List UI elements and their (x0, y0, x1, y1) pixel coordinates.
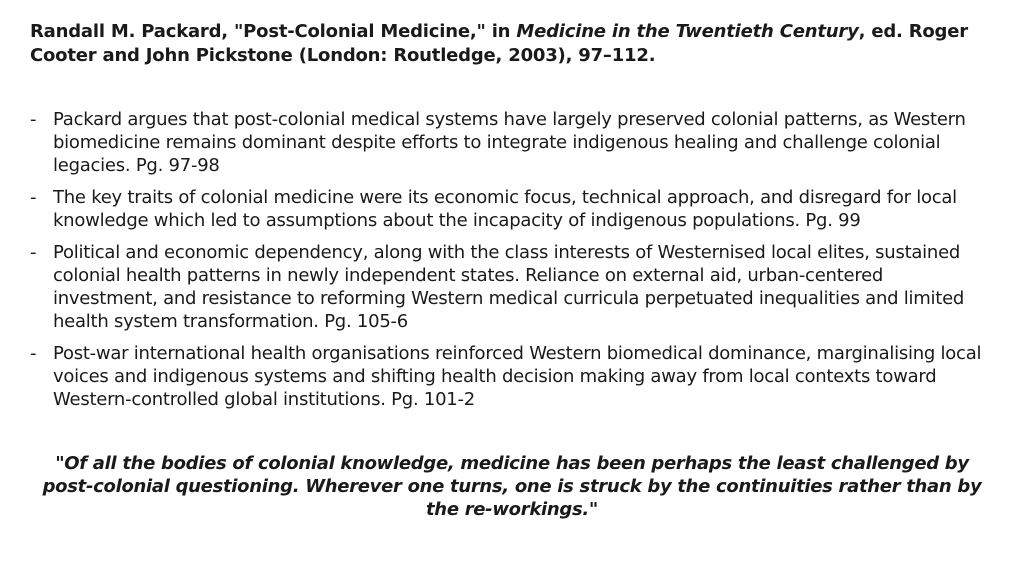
bullet-dash: - (30, 242, 37, 263)
list-item (30, 108, 990, 177)
list-item (30, 342, 990, 411)
list-item (30, 241, 990, 333)
citation-publication-details: , ed. Roger Cooter and John Pickstone (London: Routledge, 2003), 97–112. (30, 21, 968, 66)
closing-quote: "Of all the bodies of colonial knowledge, medicine has been perhaps the least challenged by post-colonial questioning. Wherever one turns, one is struck by the continuities rather than by the re-workings." (42, 453, 982, 520)
list-item (30, 186, 990, 232)
bullet-dash: - (30, 343, 37, 364)
citation-heading (30, 20, 990, 68)
bullet-dash: - (30, 109, 37, 130)
bullet-text: Packard argues that post-colonial medical systems have largely preserved colonial patterns, as Western biomedicine remains dominant despite efforts to integrate indigenous healing and challenge colonial legacies. Pg. 97-98 (53, 109, 966, 176)
bullet-text: Post-war international health organisations reinforced Western biomedical dominance, marginalising local voices and indigenous systems and shifting health decision making away from local contexts toward Western-controlled global institutions. Pg. 101-2 (53, 343, 982, 410)
bullet-text: Political and economic dependency, along with the class interests of Westernised local elites, sustained colonial health patterns in newly independent states. Reliance on external aid, urban-centered investment, and resistance to reforming Western medical curricula perpetuated inequalities and limited health system transformation. Pg. 105-6 (53, 242, 965, 332)
bullet-list (30, 108, 990, 420)
citation-author: Randall M. Packard, "Post-Colonial Medicine," in (30, 21, 517, 42)
citation-book-title: Medicine in the Twentieth Century (516, 21, 859, 42)
bullet-dash: - (30, 187, 37, 208)
bullet-text: The key traits of colonial medicine were its economic focus, technical approach, and disregard for local knowledge which led to assumptions about the incapacity of indigenous populations. Pg. 99 (53, 187, 957, 231)
